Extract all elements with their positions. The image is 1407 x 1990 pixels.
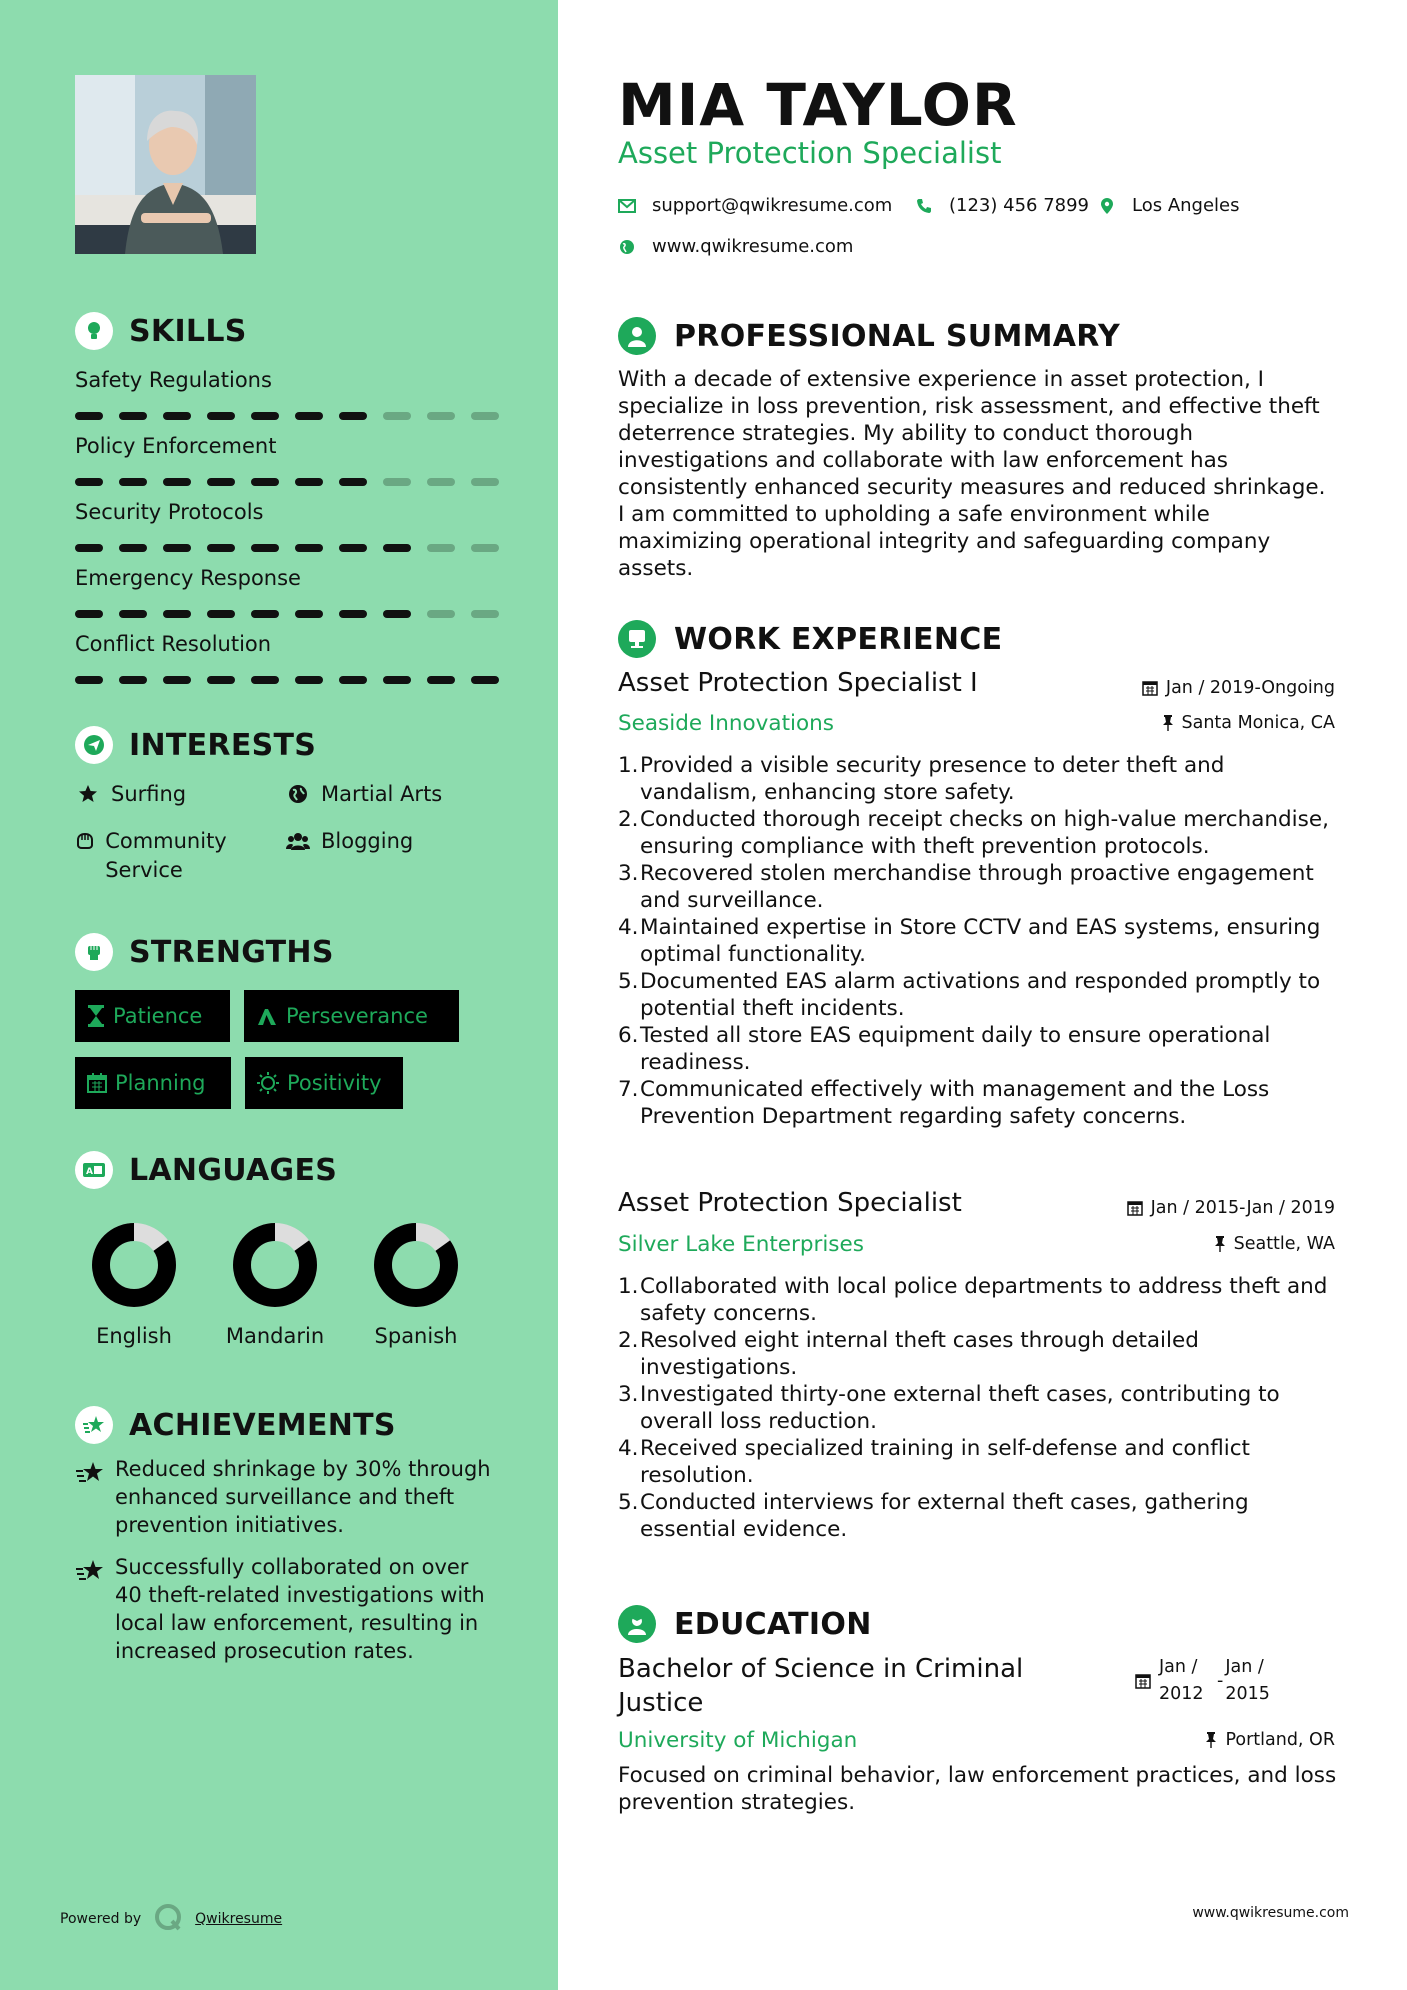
education-description: Focused on criminal behavior, law enforcement practices, and loss prevention strategies. [618, 1763, 1337, 1815]
skill-segment-filled [163, 610, 191, 618]
svg-text:A: A [86, 1167, 93, 1177]
education-end [1225, 1654, 1270, 1708]
duty-item: 3. Investigated thirty-one external theft cases, contributing to overall loss reduction. [618, 1381, 1338, 1435]
profile-photo [75, 75, 256, 254]
education-end-year: 2015 [1225, 1684, 1270, 1704]
skill-segment-filled [163, 544, 191, 552]
skill-segment-filled [75, 412, 103, 420]
duty-text: Investigated thirty-one external theft cases, contributing to overall loss reduction. [640, 1382, 1280, 1434]
duty-text: Resolved eight internal theft cases through detailed investigations. [640, 1328, 1199, 1380]
achievement-item [75, 1455, 495, 1539]
skill-segment-filled [75, 676, 103, 684]
hourglass-icon [87, 1005, 105, 1027]
graduation-icon [618, 1605, 656, 1643]
skill-segment-empty [471, 412, 499, 420]
education-title: EDUCATION [674, 1606, 872, 1642]
strength-label: Patience [113, 1004, 203, 1028]
interest-item [75, 827, 265, 885]
location-text: Los Angeles [1132, 195, 1240, 216]
skill-segment-filled [207, 544, 235, 552]
job-title: Asset Protection Specialist I [618, 668, 978, 698]
strength-badge [245, 1057, 403, 1109]
skill-segment-filled [295, 412, 323, 420]
skill-name: Conflict Resolution [75, 632, 272, 656]
skill-segment-filled [119, 544, 147, 552]
achievements-title: ACHIEVEMENTS [129, 1407, 396, 1443]
interest-label: Community Service [105, 829, 227, 882]
skill-segment-filled [383, 610, 411, 618]
skill-name: Safety Regulations [75, 368, 272, 392]
duty-text: Recovered stolen merchandise through proactive engagement and surveillance. [640, 861, 1314, 913]
strengths-header [75, 931, 334, 973]
skill-segment-filled [471, 676, 499, 684]
star-burst-icon [75, 1553, 105, 1665]
skill-segment-filled [251, 412, 279, 420]
skill-name: Security Protocols [75, 500, 264, 524]
calendar-icon [1142, 680, 1158, 696]
star-icon [75, 780, 101, 804]
footer-website-link[interactable]: www.qwikresume.com [1192, 1905, 1349, 1921]
globe-icon [618, 239, 636, 255]
interests-header [75, 724, 316, 766]
duty-item: 4. Maintained expertise in Store CCTV and EAS systems, ensuring optimal functionality. [618, 914, 1338, 968]
skill-level-bar [75, 610, 505, 618]
language-item [74, 1222, 194, 1348]
education-dates [1135, 1654, 1270, 1708]
pushpin-icon [1162, 715, 1174, 731]
skill-segment-empty [471, 610, 499, 618]
duty-item: 2. Conducted thorough receipt checks on high-value merchandise, ensuring compliance with theft prevention protocols. [618, 806, 1338, 860]
language-donut [91, 1222, 177, 1308]
education-end-month: Jan / [1225, 1657, 1264, 1677]
calendar-icon [87, 1073, 107, 1093]
duty-text: Conducted thorough receipt checks on high-value merchandise, ensuring compliance with theft prevention protocols. [640, 807, 1329, 859]
job-title: Asset Protection Specialist [618, 1188, 962, 1218]
job-dates [1127, 1198, 1335, 1218]
achievement-text: Successfully collaborated on over 40 theft-related investigations with local law enforcement, resulting in increased prosecution rates. [115, 1555, 485, 1663]
duty-item: 6. Tested all store EAS equipment daily to ensure operational readiness. [618, 1022, 1338, 1076]
job-company: Silver Lake Enterprises [618, 1232, 864, 1257]
globe-icon [285, 780, 311, 804]
hand-icon [75, 827, 95, 851]
contact-phone[interactable] [915, 195, 1089, 216]
skill-segment-filled [383, 676, 411, 684]
job-location [1214, 1234, 1335, 1254]
education-location-text: Portland, OR [1225, 1730, 1335, 1750]
sun-icon [257, 1072, 279, 1094]
skill-segment-filled [339, 544, 367, 552]
strength-label: Planning [115, 1071, 206, 1095]
contact-location [1098, 195, 1240, 216]
strength-badge [244, 990, 459, 1042]
skill-segment-filled [251, 610, 279, 618]
skill-segment-filled [295, 676, 323, 684]
skill-segment-filled [339, 478, 367, 486]
experience-header [618, 619, 1002, 659]
website-text: www.qwikresume.com [652, 236, 854, 257]
skill-name: Emergency Response [75, 566, 301, 590]
sidebar [0, 0, 558, 1990]
education-degree: Bachelor of Science in Criminal Justice [618, 1654, 1024, 1718]
duty-item: 5. Documented EAS alarm activations and responded promptly to potential theft incidents. [618, 968, 1338, 1022]
user-icon [618, 317, 656, 355]
summary-title: PROFESSIONAL SUMMARY [674, 318, 1121, 354]
fist-icon [75, 933, 113, 971]
language-item [356, 1222, 476, 1348]
strength-badge [75, 990, 230, 1042]
experience-title: WORK EXPERIENCE [674, 621, 1003, 657]
education-start-month: Jan / [1159, 1657, 1198, 1677]
education-school: University of Michigan [618, 1728, 858, 1753]
skill-item [75, 366, 505, 420]
briefcase-icon [618, 620, 656, 658]
achievement-item [75, 1553, 495, 1665]
interest-item [285, 780, 442, 809]
strength-label: Perseverance [286, 1004, 428, 1028]
languages-title: LANGUAGES [129, 1152, 338, 1188]
skill-segment-filled [75, 610, 103, 618]
contact-email[interactable] [618, 195, 892, 216]
duty-item: 1. Provided a visible security presence to deter theft and vandalism, enhancing store safety. [618, 752, 1338, 806]
contact-website[interactable] [618, 236, 853, 257]
interests-title: INTERESTS [129, 727, 317, 763]
lightbulb-icon [75, 312, 113, 350]
phone-text: (123) 456 7899 [949, 195, 1090, 216]
envelope-icon [618, 199, 636, 213]
achievement-text: Reduced shrinkage by 30% through enhanced surveillance and theft prevention initiatives. [115, 1457, 491, 1537]
job-duties [618, 752, 1338, 1130]
duty-item: 1. Collaborated with local police departments to address theft and safety concerns. [618, 1273, 1338, 1327]
skill-segment-empty [383, 412, 411, 420]
skill-segment-filled [295, 478, 323, 486]
star-burst-icon [75, 1455, 105, 1539]
job-duties [618, 1273, 1338, 1543]
candidate-name: MIA TAYLOR [618, 71, 1018, 139]
map-pin-icon [1098, 198, 1116, 214]
duty-text: Received specialized training in self-defense and conflict resolution. [640, 1436, 1250, 1488]
skill-segment-filled [251, 478, 279, 486]
skill-level-bar [75, 478, 505, 486]
skill-segment-filled [75, 478, 103, 486]
job-dates [1142, 678, 1335, 698]
interest-item [285, 827, 413, 856]
skill-segment-filled [163, 478, 191, 486]
skill-segment-filled [119, 412, 147, 420]
skill-segment-filled [295, 544, 323, 552]
duty-item: 5. Conducted interviews for external theft cases, gathering essential evidence. [618, 1489, 1338, 1543]
skill-segment-filled [75, 544, 103, 552]
job-company: Seaside Innovations [618, 711, 834, 736]
duty-item: 7. Communicated effectively with management and the Loss Prevention Department regarding safety concerns. [618, 1076, 1338, 1130]
users-icon [285, 827, 311, 851]
strength-badge [75, 1057, 231, 1109]
email-text: support@qwikresume.com [652, 195, 893, 216]
strengths-title: STRENGTHS [129, 934, 334, 970]
skill-segment-empty [427, 610, 455, 618]
education-start [1159, 1654, 1207, 1708]
duty-text: Documented EAS alarm activations and responded promptly to potential theft incidents. [640, 969, 1321, 1021]
paper-plane-icon [75, 726, 113, 764]
skill-segment-empty [427, 544, 455, 552]
interest-label: Martial Arts [321, 782, 443, 806]
skill-segment-filled [251, 544, 279, 552]
job-location-text: Santa Monica, CA [1181, 713, 1335, 733]
duty-text: Communicated effectively with management and the Loss Prevention Department regarding safety concerns. [640, 1077, 1270, 1129]
pushpin-icon [1205, 1732, 1217, 1748]
job-dates-text: Jan / 2019-Ongoing [1165, 678, 1335, 698]
calendar-icon [1127, 1200, 1143, 1216]
skill-segment-filled [427, 676, 455, 684]
qwikresume-link[interactable]: Qwikresume [195, 1911, 283, 1927]
calendar-icon [1135, 1673, 1151, 1689]
skill-segment-filled [119, 478, 147, 486]
powered-by-label: Powered by [60, 1911, 142, 1927]
hiker-icon [256, 1006, 278, 1026]
job-location-text: Seattle, WA [1233, 1234, 1335, 1254]
languages-header [75, 1149, 337, 1191]
skill-segment-filled [163, 412, 191, 420]
achievements-header [75, 1404, 396, 1446]
duty-text: Tested all store EAS equipment daily to ensure operational readiness. [640, 1023, 1271, 1075]
skill-segment-filled [339, 676, 367, 684]
skill-level-bar [75, 412, 505, 420]
language-donut [373, 1222, 459, 1308]
education-header [618, 1604, 872, 1644]
candidate-role: Asset Protection Specialist [618, 136, 1002, 170]
skill-segment-filled [251, 676, 279, 684]
skill-segment-empty [471, 478, 499, 486]
duty-item: 2. Resolved eight internal theft cases through detailed investigations. [618, 1327, 1338, 1381]
duty-item: 4. Received specialized training in self-defense and conflict resolution. [618, 1435, 1338, 1489]
skill-segment-filled [383, 544, 411, 552]
language-item [215, 1222, 335, 1348]
skill-item [75, 432, 505, 486]
skill-item [75, 564, 505, 618]
skill-segment-filled [207, 412, 235, 420]
skill-segment-empty [427, 478, 455, 486]
education-start-year: 2012 [1159, 1684, 1204, 1704]
education-date-dash: - [1217, 1670, 1224, 1691]
skill-segment-empty [383, 478, 411, 486]
language-icon [75, 1151, 113, 1189]
summary-text: With a decade of extensive experience in asset protection, I specialize in loss prevention, risk assessment, and effective theft deterrence strategies. My ability to conduct thorough investigations and collaborate with law enforcement has consistently enhanced security measures and reduced shrinkage. I am committed to upholding a safe environment while maximizing operational integrity and safeguarding company assets. [618, 367, 1326, 581]
skill-segment-filled [119, 610, 147, 618]
job-location [1162, 713, 1336, 733]
interest-item [75, 780, 186, 809]
qwikresume-logo-icon [153, 1902, 183, 1936]
skill-item [75, 498, 505, 552]
skill-segment-filled [207, 676, 235, 684]
duty-text: Conducted interviews for external theft cases, gathering essential evidence. [640, 1490, 1249, 1542]
skill-segment-filled [207, 478, 235, 486]
summary-header [618, 316, 1120, 356]
strength-label: Positivity [287, 1071, 382, 1095]
interest-label: Blogging [321, 829, 414, 853]
duty-text: Maintained expertise in Store CCTV and EAS systems, ensuring optimal functionality. [640, 915, 1321, 967]
skill-segment-filled [295, 610, 323, 618]
pushpin-icon [1214, 1236, 1226, 1252]
skills-title: SKILLS [129, 313, 247, 349]
skill-segment-filled [207, 610, 235, 618]
skill-segment-empty [471, 544, 499, 552]
skill-level-bar [75, 676, 505, 684]
phone-icon [915, 198, 933, 214]
skill-segment-filled [119, 676, 147, 684]
job-dates-text: Jan / 2015-Jan / 2019 [1150, 1198, 1335, 1218]
duty-text: Collaborated with local police departments to address theft and safety concerns. [640, 1274, 1328, 1326]
language-name: Spanish [374, 1324, 458, 1348]
skill-segment-empty [427, 412, 455, 420]
language-name: Mandarin [225, 1324, 325, 1348]
powered-by [60, 1902, 282, 1936]
skill-item [75, 630, 505, 684]
skill-name: Policy Enforcement [75, 434, 277, 458]
skill-segment-filled [339, 610, 367, 618]
language-donut [232, 1222, 318, 1308]
skills-header [75, 310, 247, 352]
skill-segment-filled [339, 412, 367, 420]
language-name: English [96, 1324, 172, 1348]
interest-label: Surfing [111, 782, 187, 806]
duty-item: 3. Recovered stolen merchandise through proactive engagement and surveillance. [618, 860, 1338, 914]
skill-segment-filled [163, 676, 191, 684]
duty-text: Provided a visible security presence to deter theft and vandalism, enhancing store safety. [640, 753, 1225, 805]
education-location [1205, 1730, 1335, 1750]
skill-level-bar [75, 544, 505, 552]
trophy-star-icon [75, 1406, 113, 1444]
